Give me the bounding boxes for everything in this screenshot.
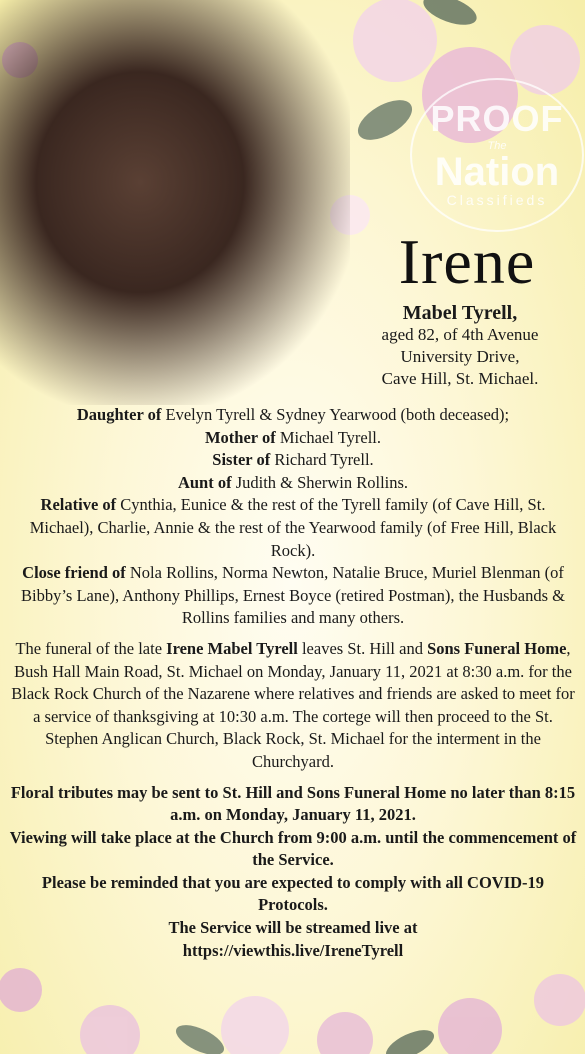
floral-notice: Floral tributes may be sent to St. Hill and Sons Funeral Home no later than 8:15 a.m. on Monday, January 11, 2021. <box>10 782 576 825</box>
funeral-mid: leaves St. Hill and <box>297 638 428 658</box>
watermark-proof: PROOF <box>430 98 564 139</box>
friend-text: Nola Rollins, Norma Newton, Natalie Bruce, Muriel Blenman (of Bibby’s Lane), Anthony Phillips, Ernest Boyce (retired Postman), the Husbands & Rollins families and many others. <box>21 563 565 628</box>
funeral-paragraph <box>8 638 578 774</box>
mother-text: Michael Tyrell. <box>275 427 382 447</box>
obituary-body <box>8 404 578 962</box>
relations-paragraph <box>8 404 578 630</box>
stream-url: https://viewthis.live/IreneTyrell <box>182 940 404 960</box>
sister-text: Richard Tyrell. <box>270 450 374 470</box>
stream-notice: The Service will be streamed live at <box>168 918 418 938</box>
mother-label: Mother of <box>204 427 276 447</box>
address-line: Cave Hill, St. Michael. <box>381 369 539 388</box>
funeral-details: , Bush Hall Main Road, St. Michael on Monday, January 11, 2021 at 8:30 a.m. for the Black Rock Church of the Nazarene where relatives and friends are asked to meet for a service of thanksgiving at 10:30 a.m. The cortege will then proceed to the St. Stephen Anglican Church, Black Rock, St. Michael for the interment in the Churchyard. <box>11 638 575 771</box>
funeral-intro: The funeral of the late <box>15 638 167 658</box>
daughter-text: Evelyn Tyrell & Sydney Yearwood (both deceased); <box>161 405 510 424</box>
watermark-classifieds: Classifieds <box>446 192 548 208</box>
first-name-heading: Irene <box>398 226 536 297</box>
age-address-line: aged 82, of 4th Avenue <box>381 325 539 344</box>
viewing-notice: Viewing will take place at the Church from 9:00 a.m. until the commencement of the Service. <box>9 827 577 870</box>
relative-label: Relative of <box>40 495 117 515</box>
sister-label: Sister of <box>212 450 271 470</box>
proof-watermark <box>410 78 584 232</box>
covid-notice: Please be reminded that you are expected to comply with all COVID-19 Protocols. <box>41 872 545 915</box>
daughter-label: Daughter of <box>76 405 162 424</box>
address-line: University Drive, <box>400 347 520 366</box>
name-header <box>340 302 580 390</box>
notices <box>8 782 578 963</box>
watermark-nation: Nation <box>434 150 560 194</box>
aunt-text: Judith & Sherwin Rollins. <box>231 472 409 492</box>
portrait-photo <box>0 0 350 405</box>
friend-label: Close friend of <box>22 563 126 583</box>
surname: Mabel Tyrell, <box>402 302 518 324</box>
watermark-the: The <box>487 140 507 152</box>
funeral-home: Sons Funeral Home <box>427 638 567 658</box>
aunt-label: Aunt of <box>177 472 232 492</box>
relative-text: Cynthia, Eunice & the rest of the Tyrell family (of Cave Hill, St. Michael), Charlie, Annie & the rest of the Yearwood family (of Free Hill, Black Rock). <box>29 495 557 560</box>
deceased-name: Irene Mabel Tyrell <box>166 638 298 658</box>
